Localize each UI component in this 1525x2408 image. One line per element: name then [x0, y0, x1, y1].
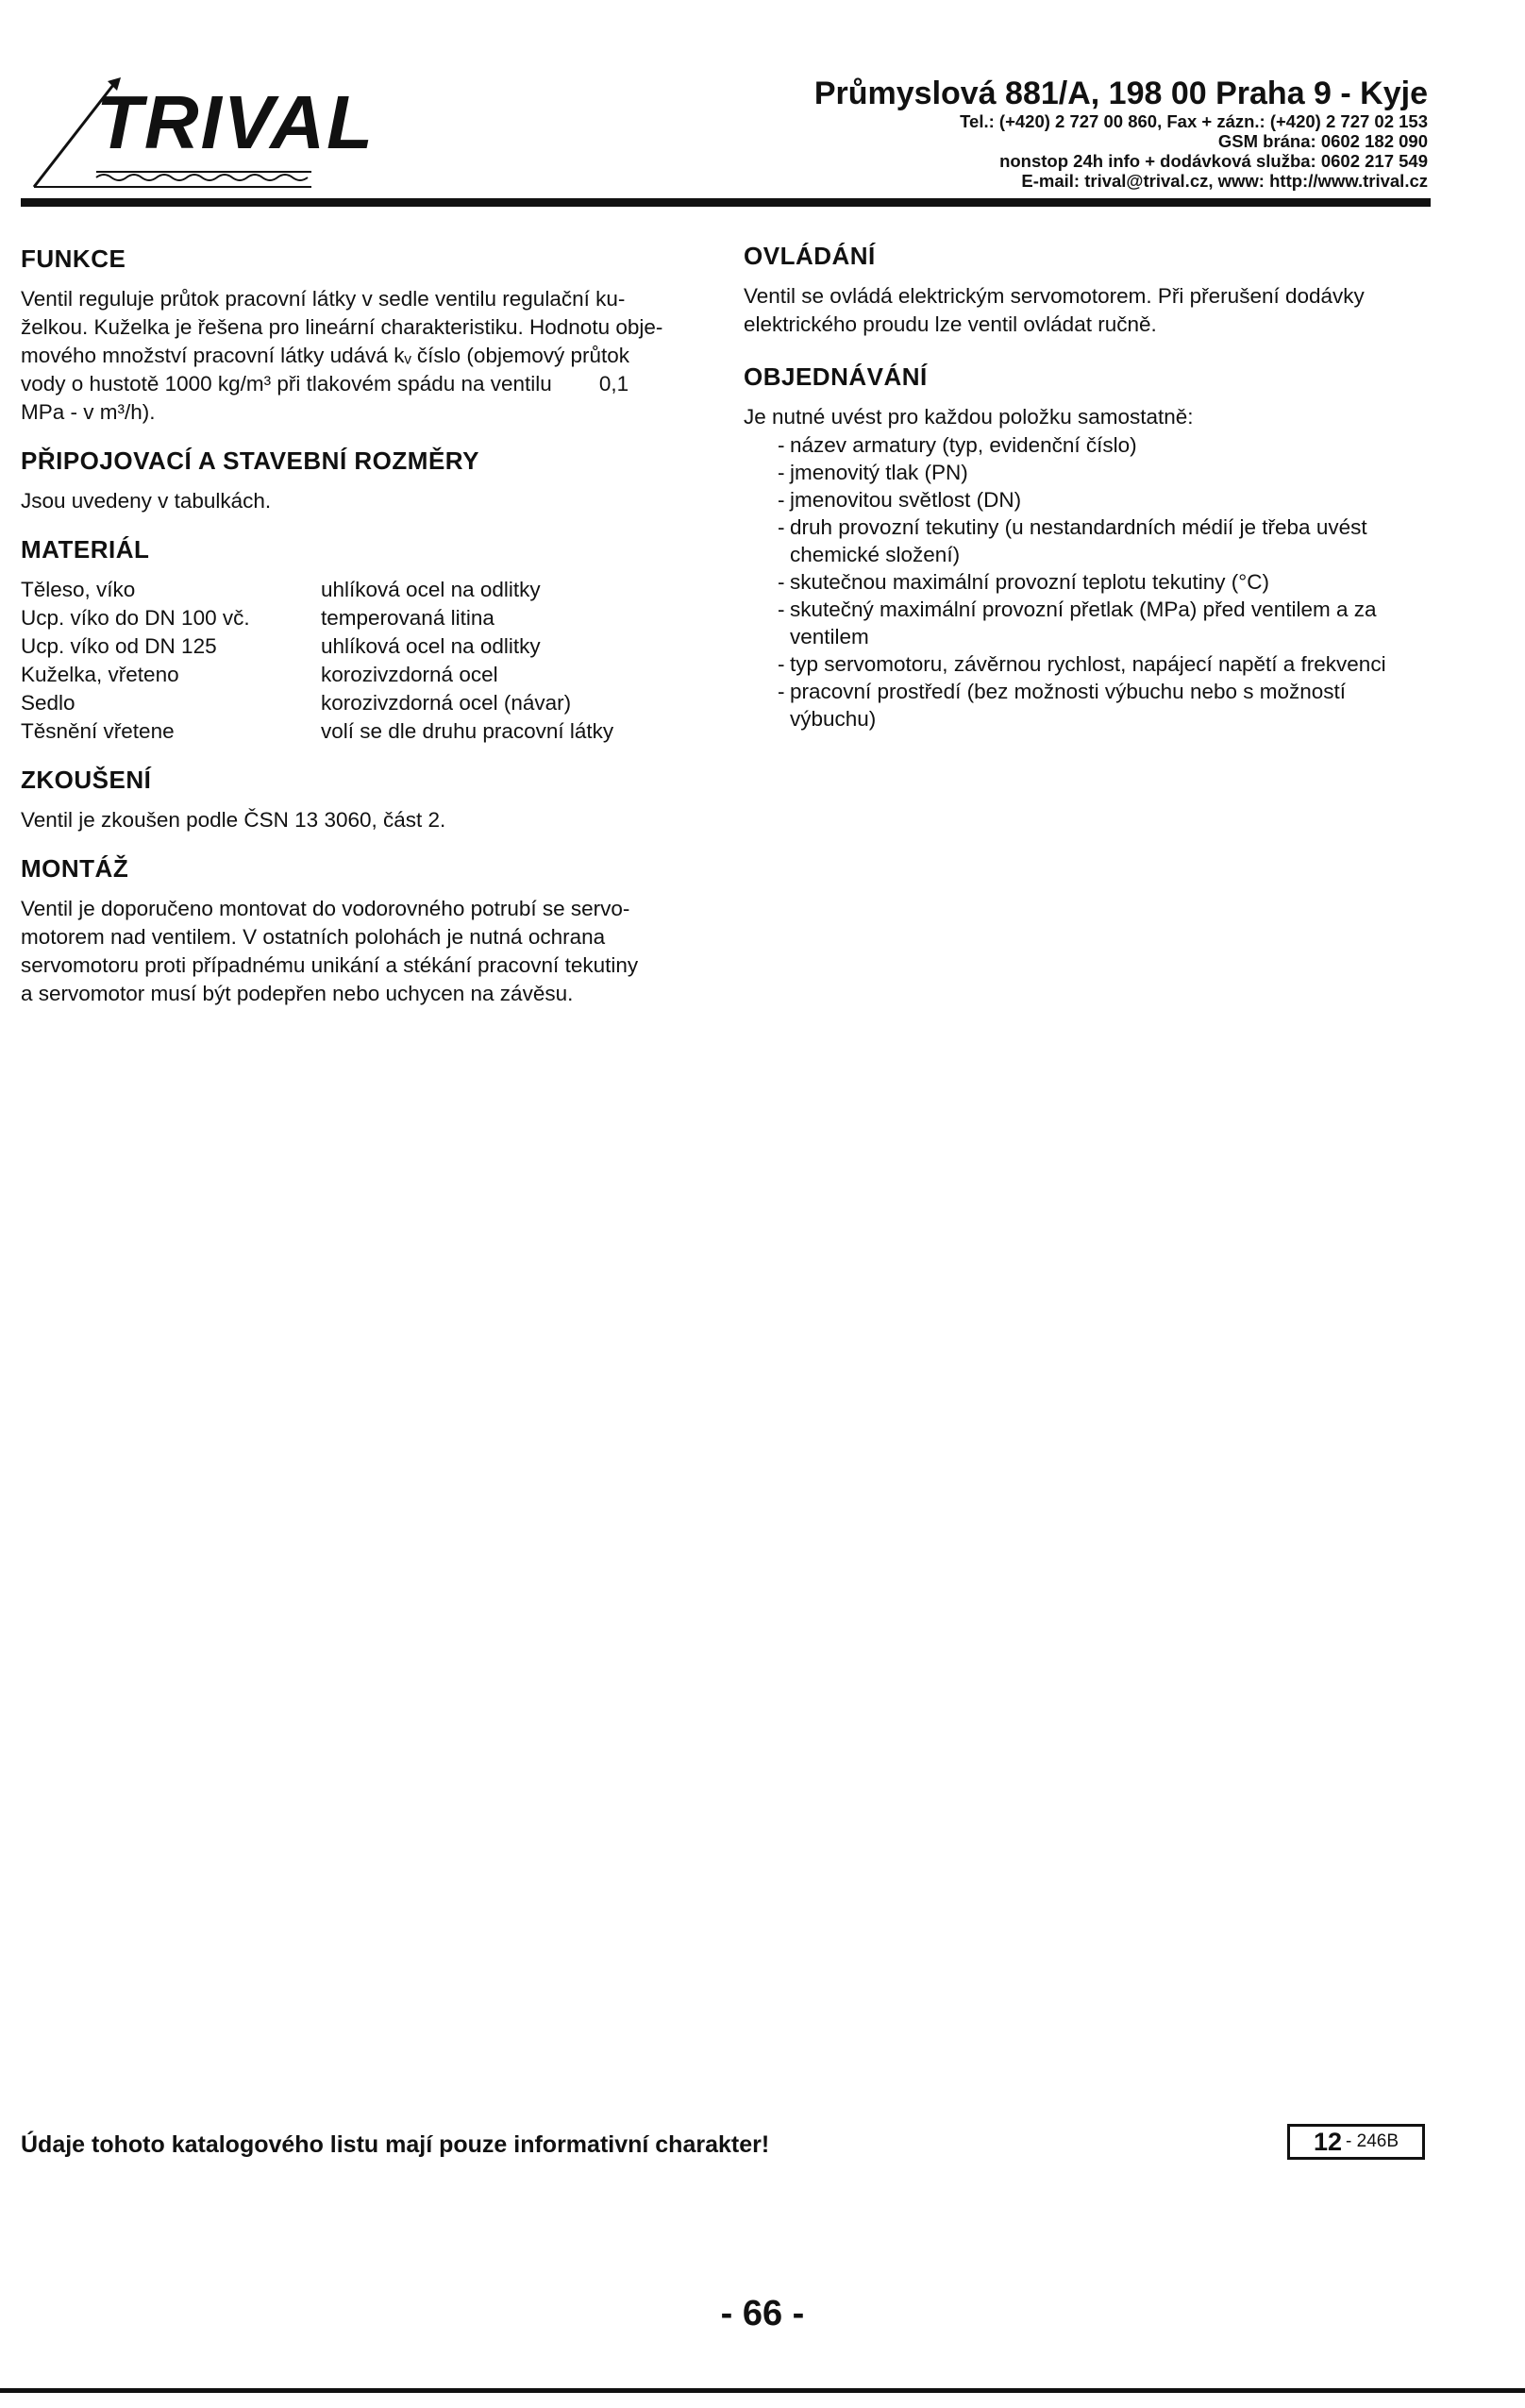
logo-text: TRIVAL [96, 80, 375, 164]
address-line: Průmyslová 881/A, 198 00 Praha 9 - Kyje [813, 76, 1428, 111]
section-heading: FUNKCE [21, 244, 126, 273]
disclaimer-note: Údaje tohoto katalogového listu mají pouze informativní charakter! [21, 2131, 770, 2158]
list-item: - druh provozní tekutiny (u nestandardních médií je třeba uvést chemické složení) [778, 514, 1431, 568]
paragraph-line: mového množství pracovní látky udává kᵥ číslo (objemový průtok [21, 344, 630, 367]
paragraph-line: Ventil reguluje průtok pracovní látky v sedle ventilu regulační ku- [21, 287, 626, 311]
part-cell: Těsnění vřetene [21, 719, 175, 743]
list-item: - skutečnou maximální provozní teplotu tekutiny (°C) [778, 568, 1431, 596]
paragraph-line: a servomotor musí být podepřen nebo uchycen na závěsu. [21, 982, 574, 1005]
catalog-sheet-number [1287, 2124, 1425, 2160]
section-ovladani [744, 241, 1431, 339]
paragraph-line: Ventil je zkoušen podle ČSN 13 3060, část 2. [21, 808, 446, 832]
table-row [21, 661, 613, 689]
material-cell: uhlíková ocel na odlitky [321, 578, 541, 601]
paragraph-line: MPa - v m³/h). [21, 400, 156, 424]
paragraph-line: Ventil se ovládá elektrickým servomotorem. Při přerušení dodávky [744, 284, 1365, 308]
material-cell: korozivzdorná ocel (návar) [321, 691, 572, 715]
section-zkouseni [21, 765, 717, 834]
paragraph-line: motorem nad ventilem. V ostatních polohách je nutná ochrana [21, 925, 606, 949]
list-item: - název armatury (typ, evidenční číslo) [778, 431, 1431, 459]
material-cell: temperovaná litina [321, 606, 494, 630]
list-item: - typ servomotoru, závěrnou rychlost, napájecí napětí a frekvenci [778, 650, 1431, 678]
list-item: - jmenovitý tlak (PN) [778, 459, 1431, 486]
section-heading: OBJEDNÁVÁNÍ [744, 362, 928, 391]
paragraph-line: vody o hustotě 1000 kg/m³ při tlakovém spádu na ventilu 0,1 [21, 372, 629, 396]
list-item: - jmenovitou světlost (DN) [778, 486, 1431, 514]
table-row [21, 689, 613, 717]
paragraph-line: Je nutné uvést pro každou položku samostatně: [744, 405, 1194, 429]
part-cell: Ucp. víko do DN 100 vč. [21, 606, 250, 630]
contact-email-line: E-mail: trival@trival.cz, www: http://www.trival.cz [1021, 171, 1428, 191]
contact-gsm-line: GSM brána: 0602 182 090 [1217, 131, 1428, 151]
table-row [21, 576, 613, 604]
contact-phone-line: Tel.: (+420) 2 727 00 860, Fax + zázn.: (+420) 2 727 02 153 [960, 111, 1428, 131]
section-funkce [21, 244, 717, 427]
section-montaz [21, 853, 717, 1008]
catalog-number-main: 12 [1313, 2127, 1343, 2156]
section-material [21, 534, 717, 746]
section-objednavani [744, 362, 1431, 733]
paragraph-line: elektrického proudu lze ventil ovládat ručně. [744, 312, 1157, 336]
material-cell: uhlíková ocel na odlitky [321, 634, 541, 658]
part-cell: Ucp. víko od DN 125 [21, 634, 217, 658]
list-item: - skutečný maximální provozní přetlak (MPa) před ventilem a za ventilem [778, 596, 1431, 650]
table-row [21, 717, 613, 746]
section-pripojovaci-rozmery [21, 446, 717, 515]
footer-divider [0, 2388, 1525, 2393]
part-cell: Sedlo [21, 691, 75, 715]
left-column [21, 244, 717, 1027]
part-cell: Kuželka, vřeteno [21, 663, 179, 686]
company-address-block [578, 76, 1428, 191]
page-number: - 66 - [720, 2294, 805, 2333]
section-heading: OVLÁDÁNÍ [744, 242, 876, 270]
paragraph-line: Ventil je doporučeno montovat do vodorovného potrubí se servo- [21, 897, 630, 920]
section-heading: MATERIÁL [21, 535, 150, 564]
table-row [21, 604, 613, 632]
paragraph-line: želkou. Kuželka je řešena pro lineární charakteristiku. Hodnotu obje- [21, 315, 663, 339]
order-items-list [744, 431, 1431, 733]
catalog-number-sub: - 246B [1346, 2131, 1399, 2151]
material-table [21, 576, 613, 746]
section-heading: MONTÁŽ [21, 854, 129, 883]
material-cell: volí se dle druhu pracovní látky [321, 719, 614, 743]
right-column [744, 241, 1431, 751]
paragraph-line: Jsou uvedeny v tabulkách. [21, 489, 272, 513]
part-cell: Těleso, víko [21, 578, 136, 601]
company-logo [28, 66, 375, 198]
section-heading: PŘIPOJOVACÍ A STAVEBNÍ ROZMĚRY [21, 446, 479, 475]
header-divider [21, 198, 1431, 207]
paragraph-line: servomotoru proti případnému unikání a stékání pracovní tekutiny [21, 953, 639, 977]
table-row [21, 632, 613, 661]
section-heading: ZKOUŠENÍ [21, 766, 152, 794]
list-item: - pracovní prostředí (bez možnosti výbuchu nebo s možností výbuchu) [778, 678, 1431, 733]
contact-nonstop-line: nonstop 24h info + dodávková služba: 0602 217 549 [999, 151, 1428, 171]
material-cell: korozivzdorná ocel [321, 663, 498, 686]
